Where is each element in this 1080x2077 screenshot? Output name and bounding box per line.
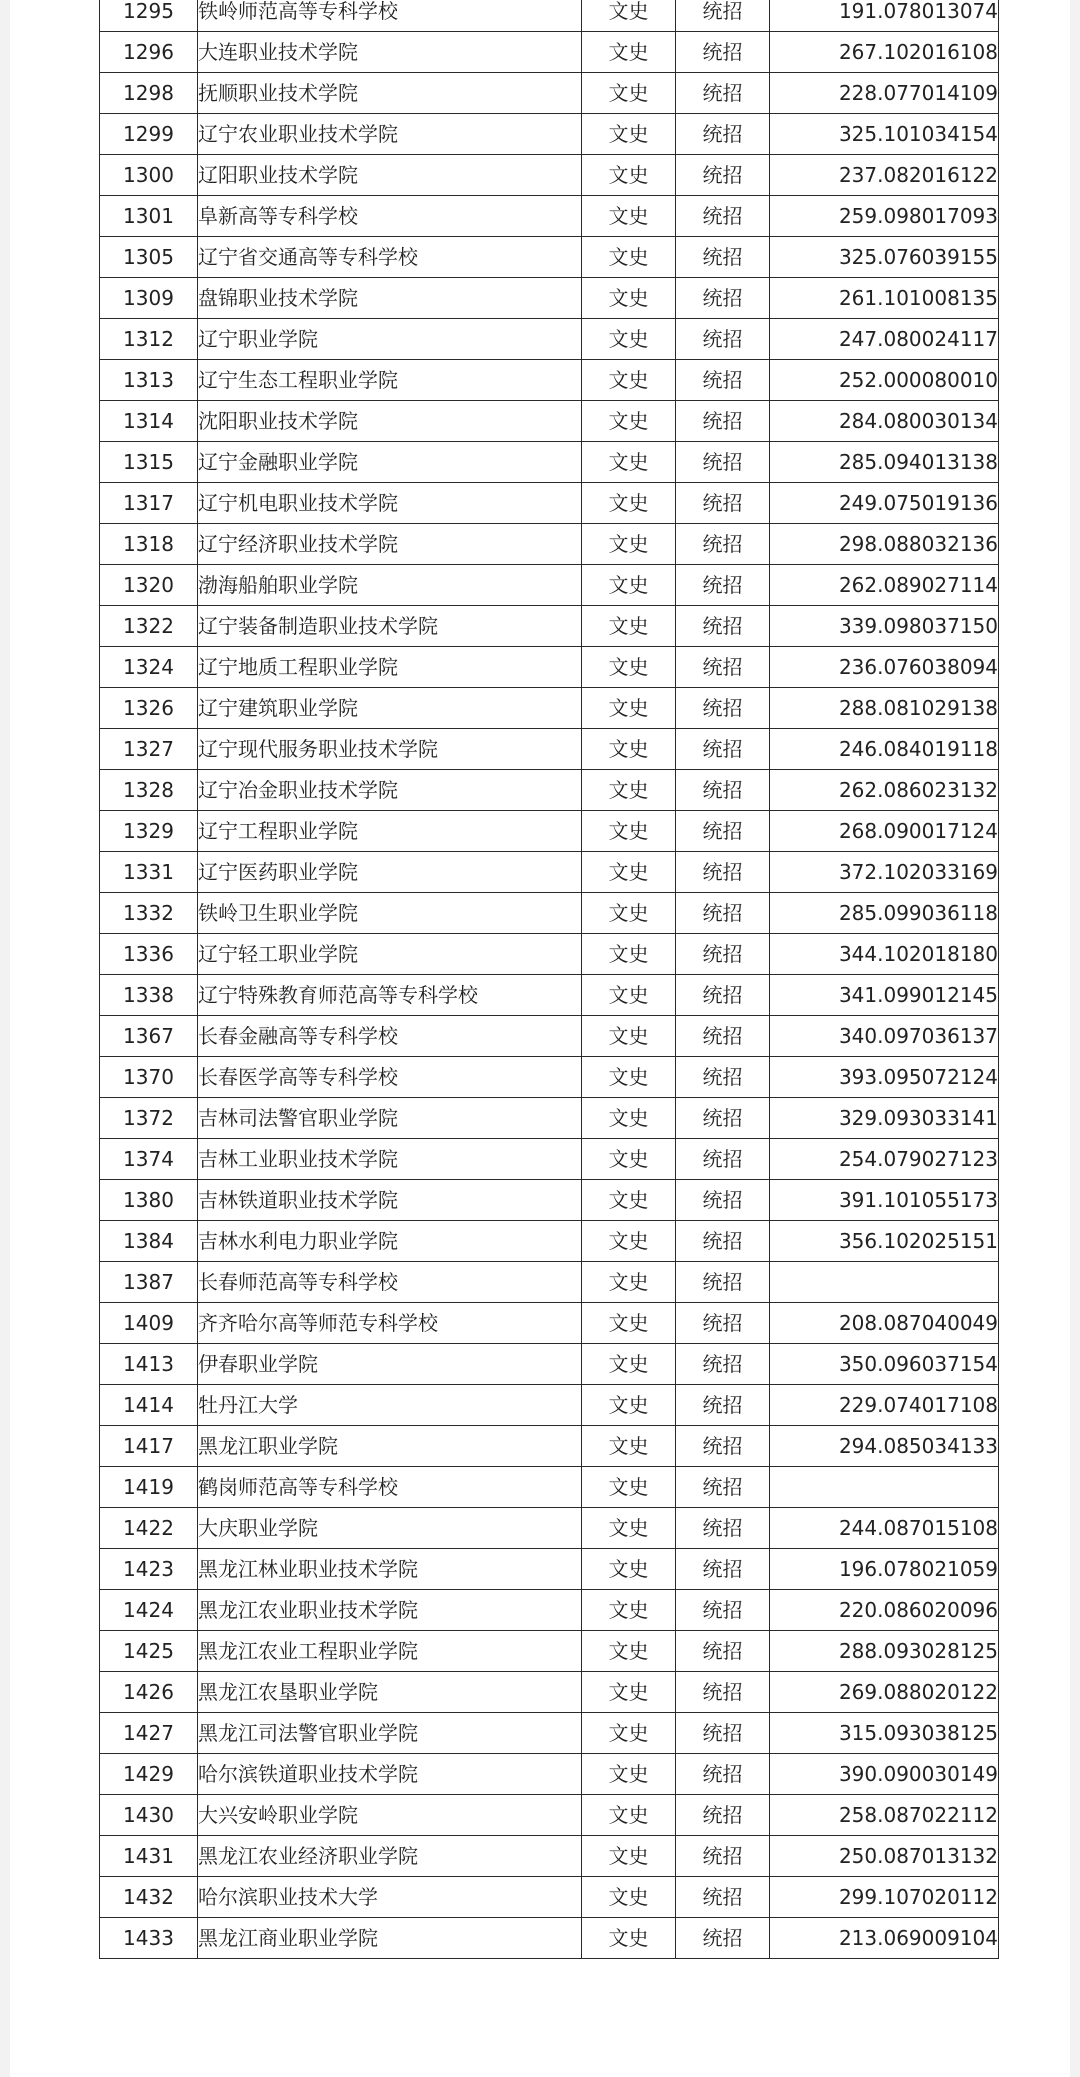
subject-category-cell: 文史 bbox=[582, 1057, 676, 1098]
subject-category-cell: 文史 bbox=[582, 811, 676, 852]
school-name-cell: 辽宁现代服务职业技术学院 bbox=[198, 729, 582, 770]
school-name-cell: 阜新高等专科学校 bbox=[198, 196, 582, 237]
admission-type-cell: 统招 bbox=[676, 237, 770, 278]
school-code-cell: 1432 bbox=[100, 1877, 198, 1918]
school-code-cell: 1324 bbox=[100, 647, 198, 688]
score-cell: 191.078013074 bbox=[770, 0, 999, 32]
score-cell: 372.102033169 bbox=[770, 852, 999, 893]
score-cell: 391.101055173 bbox=[770, 1180, 999, 1221]
school-name-cell: 渤海船舶职业学院 bbox=[198, 565, 582, 606]
school-code-cell: 1431 bbox=[100, 1836, 198, 1877]
subject-category-cell: 文史 bbox=[582, 237, 676, 278]
table-row bbox=[100, 196, 999, 237]
admission-type-cell: 统招 bbox=[676, 1754, 770, 1795]
subject-category-cell: 文史 bbox=[582, 852, 676, 893]
admission-type-cell: 统招 bbox=[676, 442, 770, 483]
school-code-cell: 1299 bbox=[100, 114, 198, 155]
school-code-cell: 1336 bbox=[100, 934, 198, 975]
school-name-cell: 吉林司法警官职业学院 bbox=[198, 1098, 582, 1139]
score-cell: 246.084019118 bbox=[770, 729, 999, 770]
admission-type-cell: 统招 bbox=[676, 1385, 770, 1426]
school-code-cell: 1296 bbox=[100, 32, 198, 73]
table-row bbox=[100, 1180, 999, 1221]
score-cell: 390.090030149 bbox=[770, 1754, 999, 1795]
admission-type-cell: 统招 bbox=[676, 1180, 770, 1221]
table-row bbox=[100, 1508, 999, 1549]
subject-category-cell: 文史 bbox=[582, 524, 676, 565]
school-name-cell: 铁岭卫生职业学院 bbox=[198, 893, 582, 934]
school-name-cell: 辽宁职业学院 bbox=[198, 319, 582, 360]
table-body bbox=[100, 0, 999, 1959]
school-code-cell: 1329 bbox=[100, 811, 198, 852]
school-code-cell: 1419 bbox=[100, 1467, 198, 1508]
school-code-cell: 1326 bbox=[100, 688, 198, 729]
subject-category-cell: 文史 bbox=[582, 565, 676, 606]
school-name-cell: 黑龙江农业工程职业学院 bbox=[198, 1631, 582, 1672]
school-name-cell: 吉林水利电力职业学院 bbox=[198, 1221, 582, 1262]
score-cell: 267.102016108 bbox=[770, 32, 999, 73]
score-cell: 340.097036137 bbox=[770, 1016, 999, 1057]
school-name-cell: 齐齐哈尔高等师范专科学校 bbox=[198, 1303, 582, 1344]
score-cell: 288.081029138 bbox=[770, 688, 999, 729]
school-code-cell: 1427 bbox=[100, 1713, 198, 1754]
score-cell: 325.101034154 bbox=[770, 114, 999, 155]
admission-type-cell: 统招 bbox=[676, 155, 770, 196]
subject-category-cell: 文史 bbox=[582, 114, 676, 155]
school-name-cell: 抚顺职业技术学院 bbox=[198, 73, 582, 114]
table-row bbox=[100, 1426, 999, 1467]
subject-category-cell: 文史 bbox=[582, 0, 676, 32]
table-row bbox=[100, 852, 999, 893]
table-row bbox=[100, 0, 999, 32]
table-row bbox=[100, 73, 999, 114]
score-cell: 247.080024117 bbox=[770, 319, 999, 360]
subject-category-cell: 文史 bbox=[582, 1016, 676, 1057]
admission-type-cell: 统招 bbox=[676, 73, 770, 114]
table-row bbox=[100, 606, 999, 647]
admission-type-cell: 统招 bbox=[676, 893, 770, 934]
table-row bbox=[100, 893, 999, 934]
school-name-cell: 辽宁建筑职业学院 bbox=[198, 688, 582, 729]
school-code-cell: 1312 bbox=[100, 319, 198, 360]
admission-type-cell: 统招 bbox=[676, 278, 770, 319]
score-cell bbox=[770, 1262, 999, 1303]
admission-type-cell: 统招 bbox=[676, 606, 770, 647]
school-code-cell: 1331 bbox=[100, 852, 198, 893]
school-name-cell: 辽宁金融职业学院 bbox=[198, 442, 582, 483]
school-code-cell: 1305 bbox=[100, 237, 198, 278]
subject-category-cell: 文史 bbox=[582, 32, 676, 73]
admission-type-cell: 统招 bbox=[676, 565, 770, 606]
table-row bbox=[100, 1549, 999, 1590]
score-cell: 258.087022112 bbox=[770, 1795, 999, 1836]
school-code-cell: 1380 bbox=[100, 1180, 198, 1221]
table-row bbox=[100, 1467, 999, 1508]
subject-category-cell: 文史 bbox=[582, 893, 676, 934]
school-name-cell: 大兴安岭职业学院 bbox=[198, 1795, 582, 1836]
table-row bbox=[100, 1016, 999, 1057]
subject-category-cell: 文史 bbox=[582, 442, 676, 483]
subject-category-cell: 文史 bbox=[582, 1139, 676, 1180]
admission-type-cell: 统招 bbox=[676, 401, 770, 442]
subject-category-cell: 文史 bbox=[582, 606, 676, 647]
table-row bbox=[100, 1057, 999, 1098]
admission-type-cell: 统招 bbox=[676, 1303, 770, 1344]
admission-type-cell: 统招 bbox=[676, 1590, 770, 1631]
admission-type-cell: 统招 bbox=[676, 1631, 770, 1672]
school-code-cell: 1295 bbox=[100, 0, 198, 32]
school-code-cell: 1338 bbox=[100, 975, 198, 1016]
school-code-cell: 1313 bbox=[100, 360, 198, 401]
school-code-cell: 1374 bbox=[100, 1139, 198, 1180]
admission-type-cell: 统招 bbox=[676, 196, 770, 237]
admission-type-cell: 统招 bbox=[676, 852, 770, 893]
subject-category-cell: 文史 bbox=[582, 1098, 676, 1139]
score-cell: 329.093033141 bbox=[770, 1098, 999, 1139]
school-code-cell: 1300 bbox=[100, 155, 198, 196]
admission-type-cell: 统招 bbox=[676, 1672, 770, 1713]
table-row bbox=[100, 1344, 999, 1385]
school-code-cell: 1317 bbox=[100, 483, 198, 524]
school-name-cell: 吉林工业职业技术学院 bbox=[198, 1139, 582, 1180]
school-code-cell: 1327 bbox=[100, 729, 198, 770]
table-row bbox=[100, 1221, 999, 1262]
table-row bbox=[100, 401, 999, 442]
admission-type-cell: 统招 bbox=[676, 1057, 770, 1098]
subject-category-cell: 文史 bbox=[582, 1918, 676, 1959]
admission-type-cell: 统招 bbox=[676, 1918, 770, 1959]
score-cell: 259.098017093 bbox=[770, 196, 999, 237]
admission-type-cell: 统招 bbox=[676, 1795, 770, 1836]
subject-category-cell: 文史 bbox=[582, 1262, 676, 1303]
subject-category-cell: 文史 bbox=[582, 770, 676, 811]
subject-category-cell: 文史 bbox=[582, 73, 676, 114]
score-cell: 262.089027114 bbox=[770, 565, 999, 606]
school-code-cell: 1332 bbox=[100, 893, 198, 934]
admission-type-cell: 统招 bbox=[676, 1836, 770, 1877]
admission-type-cell: 统招 bbox=[676, 483, 770, 524]
subject-category-cell: 文史 bbox=[582, 1221, 676, 1262]
school-code-cell: 1322 bbox=[100, 606, 198, 647]
score-cell: 244.087015108 bbox=[770, 1508, 999, 1549]
admission-type-cell: 统招 bbox=[676, 1877, 770, 1918]
school-code-cell: 1315 bbox=[100, 442, 198, 483]
subject-category-cell: 文史 bbox=[582, 1385, 676, 1426]
table-row bbox=[100, 1590, 999, 1631]
score-cell: 284.080030134 bbox=[770, 401, 999, 442]
table-row bbox=[100, 483, 999, 524]
school-name-cell: 辽宁冶金职业技术学院 bbox=[198, 770, 582, 811]
admission-type-cell: 统招 bbox=[676, 688, 770, 729]
school-name-cell: 大连职业技术学院 bbox=[198, 32, 582, 73]
subject-category-cell: 文史 bbox=[582, 1590, 676, 1631]
table-row bbox=[100, 114, 999, 155]
subject-category-cell: 文史 bbox=[582, 1303, 676, 1344]
school-code-cell: 1425 bbox=[100, 1631, 198, 1672]
school-code-cell: 1429 bbox=[100, 1754, 198, 1795]
table-row bbox=[100, 1262, 999, 1303]
subject-category-cell: 文史 bbox=[582, 1836, 676, 1877]
table-row bbox=[100, 934, 999, 975]
school-code-cell: 1328 bbox=[100, 770, 198, 811]
subject-category-cell: 文史 bbox=[582, 1713, 676, 1754]
school-code-cell: 1430 bbox=[100, 1795, 198, 1836]
score-cell: 213.069009104 bbox=[770, 1918, 999, 1959]
table-row bbox=[100, 237, 999, 278]
score-cell: 262.086023132 bbox=[770, 770, 999, 811]
score-cell bbox=[770, 1467, 999, 1508]
school-code-cell: 1384 bbox=[100, 1221, 198, 1262]
admission-type-cell: 统招 bbox=[676, 114, 770, 155]
admission-type-cell: 统招 bbox=[676, 1713, 770, 1754]
school-name-cell: 辽宁省交通高等专科学校 bbox=[198, 237, 582, 278]
score-cell: 294.085034133 bbox=[770, 1426, 999, 1467]
admission-type-cell: 统招 bbox=[676, 1098, 770, 1139]
school-name-cell: 黑龙江商业职业学院 bbox=[198, 1918, 582, 1959]
table-row bbox=[100, 319, 999, 360]
admission-type-cell: 统招 bbox=[676, 1508, 770, 1549]
admission-type-cell: 统招 bbox=[676, 1549, 770, 1590]
score-cell: 220.086020096 bbox=[770, 1590, 999, 1631]
table-row bbox=[100, 1139, 999, 1180]
table-row bbox=[100, 770, 999, 811]
score-cell: 298.088032136 bbox=[770, 524, 999, 565]
school-code-cell: 1423 bbox=[100, 1549, 198, 1590]
score-cell: 208.087040049 bbox=[770, 1303, 999, 1344]
school-code-cell: 1413 bbox=[100, 1344, 198, 1385]
score-cell: 341.099012145 bbox=[770, 975, 999, 1016]
school-code-cell: 1417 bbox=[100, 1426, 198, 1467]
admission-type-cell: 统招 bbox=[676, 1262, 770, 1303]
score-cell: 339.098037150 bbox=[770, 606, 999, 647]
school-name-cell: 黑龙江农业经济职业学院 bbox=[198, 1836, 582, 1877]
subject-category-cell: 文史 bbox=[582, 1508, 676, 1549]
subject-category-cell: 文史 bbox=[582, 1754, 676, 1795]
score-cell: 237.082016122 bbox=[770, 155, 999, 196]
table-row bbox=[100, 1713, 999, 1754]
subject-category-cell: 文史 bbox=[582, 155, 676, 196]
table-row bbox=[100, 1918, 999, 1959]
table-row bbox=[100, 647, 999, 688]
table-row bbox=[100, 442, 999, 483]
school-name-cell: 辽宁工程职业学院 bbox=[198, 811, 582, 852]
school-name-cell: 牡丹江大学 bbox=[198, 1385, 582, 1426]
school-name-cell: 黑龙江林业职业技术学院 bbox=[198, 1549, 582, 1590]
admission-type-cell: 统招 bbox=[676, 360, 770, 401]
school-code-cell: 1433 bbox=[100, 1918, 198, 1959]
score-cell: 350.096037154 bbox=[770, 1344, 999, 1385]
score-cell: 344.102018180 bbox=[770, 934, 999, 975]
school-name-cell: 哈尔滨铁道职业技术学院 bbox=[198, 1754, 582, 1795]
school-name-cell: 辽阳职业技术学院 bbox=[198, 155, 582, 196]
table-row bbox=[100, 1303, 999, 1344]
score-cell: 250.087013132 bbox=[770, 1836, 999, 1877]
admission-type-cell: 统招 bbox=[676, 770, 770, 811]
school-name-cell: 吉林铁道职业技术学院 bbox=[198, 1180, 582, 1221]
school-code-cell: 1372 bbox=[100, 1098, 198, 1139]
score-cell: 229.074017108 bbox=[770, 1385, 999, 1426]
subject-category-cell: 文史 bbox=[582, 729, 676, 770]
admission-scores-table bbox=[99, 0, 999, 1959]
admission-type-cell: 统招 bbox=[676, 934, 770, 975]
admission-type-cell: 统招 bbox=[676, 811, 770, 852]
school-code-cell: 1387 bbox=[100, 1262, 198, 1303]
school-name-cell: 大庆职业学院 bbox=[198, 1508, 582, 1549]
admission-type-cell: 统招 bbox=[676, 319, 770, 360]
school-code-cell: 1298 bbox=[100, 73, 198, 114]
subject-category-cell: 文史 bbox=[582, 401, 676, 442]
subject-category-cell: 文史 bbox=[582, 1672, 676, 1713]
school-code-cell: 1370 bbox=[100, 1057, 198, 1098]
school-name-cell: 辽宁特殊教育师范高等专科学校 bbox=[198, 975, 582, 1016]
school-code-cell: 1318 bbox=[100, 524, 198, 565]
score-cell: 325.076039155 bbox=[770, 237, 999, 278]
subject-category-cell: 文史 bbox=[582, 1467, 676, 1508]
school-name-cell: 长春医学高等专科学校 bbox=[198, 1057, 582, 1098]
subject-category-cell: 文史 bbox=[582, 1344, 676, 1385]
table-row bbox=[100, 975, 999, 1016]
admission-type-cell: 统招 bbox=[676, 1221, 770, 1262]
school-code-cell: 1309 bbox=[100, 278, 198, 319]
table-row bbox=[100, 1795, 999, 1836]
school-name-cell: 鹤岗师范高等专科学校 bbox=[198, 1467, 582, 1508]
admission-type-cell: 统招 bbox=[676, 1344, 770, 1385]
school-name-cell: 辽宁农业职业技术学院 bbox=[198, 114, 582, 155]
school-name-cell: 哈尔滨职业技术大学 bbox=[198, 1877, 582, 1918]
school-code-cell: 1367 bbox=[100, 1016, 198, 1057]
score-cell: 236.076038094 bbox=[770, 647, 999, 688]
score-cell: 285.094013138 bbox=[770, 442, 999, 483]
table-row bbox=[100, 565, 999, 606]
school-code-cell: 1424 bbox=[100, 1590, 198, 1631]
subject-category-cell: 文史 bbox=[582, 1795, 676, 1836]
admission-type-cell: 统招 bbox=[676, 1139, 770, 1180]
table-row bbox=[100, 1836, 999, 1877]
table-row bbox=[100, 278, 999, 319]
school-name-cell: 辽宁机电职业技术学院 bbox=[198, 483, 582, 524]
subject-category-cell: 文史 bbox=[582, 360, 676, 401]
table-row bbox=[100, 1098, 999, 1139]
score-cell: 356.102025151 bbox=[770, 1221, 999, 1262]
subject-category-cell: 文史 bbox=[582, 688, 676, 729]
school-name-cell: 辽宁经济职业技术学院 bbox=[198, 524, 582, 565]
score-cell: 299.107020112 bbox=[770, 1877, 999, 1918]
subject-category-cell: 文史 bbox=[582, 1180, 676, 1221]
score-cell: 254.079027123 bbox=[770, 1139, 999, 1180]
school-name-cell: 辽宁轻工职业学院 bbox=[198, 934, 582, 975]
score-cell: 196.078021059 bbox=[770, 1549, 999, 1590]
admission-type-cell: 统招 bbox=[676, 647, 770, 688]
table-row bbox=[100, 524, 999, 565]
table-row bbox=[100, 1754, 999, 1795]
score-cell: 252.000080010 bbox=[770, 360, 999, 401]
score-cell: 315.093038125 bbox=[770, 1713, 999, 1754]
subject-category-cell: 文史 bbox=[582, 647, 676, 688]
subject-category-cell: 文史 bbox=[582, 278, 676, 319]
admission-type-cell: 统招 bbox=[676, 1016, 770, 1057]
subject-category-cell: 文史 bbox=[582, 1426, 676, 1467]
school-code-cell: 1314 bbox=[100, 401, 198, 442]
admission-type-cell: 统招 bbox=[676, 1426, 770, 1467]
subject-category-cell: 文史 bbox=[582, 1631, 676, 1672]
admission-type-cell: 统招 bbox=[676, 1467, 770, 1508]
school-name-cell: 盘锦职业技术学院 bbox=[198, 278, 582, 319]
score-cell: 268.090017124 bbox=[770, 811, 999, 852]
school-name-cell: 黑龙江职业学院 bbox=[198, 1426, 582, 1467]
school-name-cell: 黑龙江农垦职业学院 bbox=[198, 1672, 582, 1713]
school-name-cell: 辽宁生态工程职业学院 bbox=[198, 360, 582, 401]
school-code-cell: 1422 bbox=[100, 1508, 198, 1549]
school-name-cell: 黑龙江农业职业技术学院 bbox=[198, 1590, 582, 1631]
table-row bbox=[100, 360, 999, 401]
score-cell: 269.088020122 bbox=[770, 1672, 999, 1713]
school-name-cell: 长春师范高等专科学校 bbox=[198, 1262, 582, 1303]
document-page bbox=[10, 0, 1070, 2077]
school-name-cell: 黑龙江司法警官职业学院 bbox=[198, 1713, 582, 1754]
school-name-cell: 沈阳职业技术学院 bbox=[198, 401, 582, 442]
subject-category-cell: 文史 bbox=[582, 483, 676, 524]
subject-category-cell: 文史 bbox=[582, 975, 676, 1016]
school-code-cell: 1301 bbox=[100, 196, 198, 237]
school-code-cell: 1426 bbox=[100, 1672, 198, 1713]
admission-type-cell: 统招 bbox=[676, 524, 770, 565]
subject-category-cell: 文史 bbox=[582, 934, 676, 975]
school-name-cell: 辽宁地质工程职业学院 bbox=[198, 647, 582, 688]
score-cell: 261.101008135 bbox=[770, 278, 999, 319]
score-cell: 285.099036118 bbox=[770, 893, 999, 934]
table-row bbox=[100, 811, 999, 852]
admission-type-cell: 统招 bbox=[676, 0, 770, 32]
table-row bbox=[100, 729, 999, 770]
table-row bbox=[100, 1672, 999, 1713]
school-name-cell: 辽宁装备制造职业技术学院 bbox=[198, 606, 582, 647]
admission-type-cell: 统招 bbox=[676, 975, 770, 1016]
score-cell: 288.093028125 bbox=[770, 1631, 999, 1672]
school-code-cell: 1414 bbox=[100, 1385, 198, 1426]
table-row bbox=[100, 1385, 999, 1426]
table-row bbox=[100, 32, 999, 73]
score-cell: 393.095072124 bbox=[770, 1057, 999, 1098]
table-row bbox=[100, 688, 999, 729]
admission-type-cell: 统招 bbox=[676, 32, 770, 73]
subject-category-cell: 文史 bbox=[582, 1877, 676, 1918]
school-name-cell: 伊春职业学院 bbox=[198, 1344, 582, 1385]
score-cell: 228.077014109 bbox=[770, 73, 999, 114]
subject-category-cell: 文史 bbox=[582, 1549, 676, 1590]
school-name-cell: 铁岭师范高等专科学校 bbox=[198, 0, 582, 32]
score-cell: 249.075019136 bbox=[770, 483, 999, 524]
subject-category-cell: 文史 bbox=[582, 196, 676, 237]
school-name-cell: 辽宁医药职业学院 bbox=[198, 852, 582, 893]
table-row bbox=[100, 155, 999, 196]
subject-category-cell: 文史 bbox=[582, 319, 676, 360]
admission-type-cell: 统招 bbox=[676, 729, 770, 770]
school-code-cell: 1320 bbox=[100, 565, 198, 606]
table-row bbox=[100, 1877, 999, 1918]
table-row bbox=[100, 1631, 999, 1672]
school-name-cell: 长春金融高等专科学校 bbox=[198, 1016, 582, 1057]
school-code-cell: 1409 bbox=[100, 1303, 198, 1344]
